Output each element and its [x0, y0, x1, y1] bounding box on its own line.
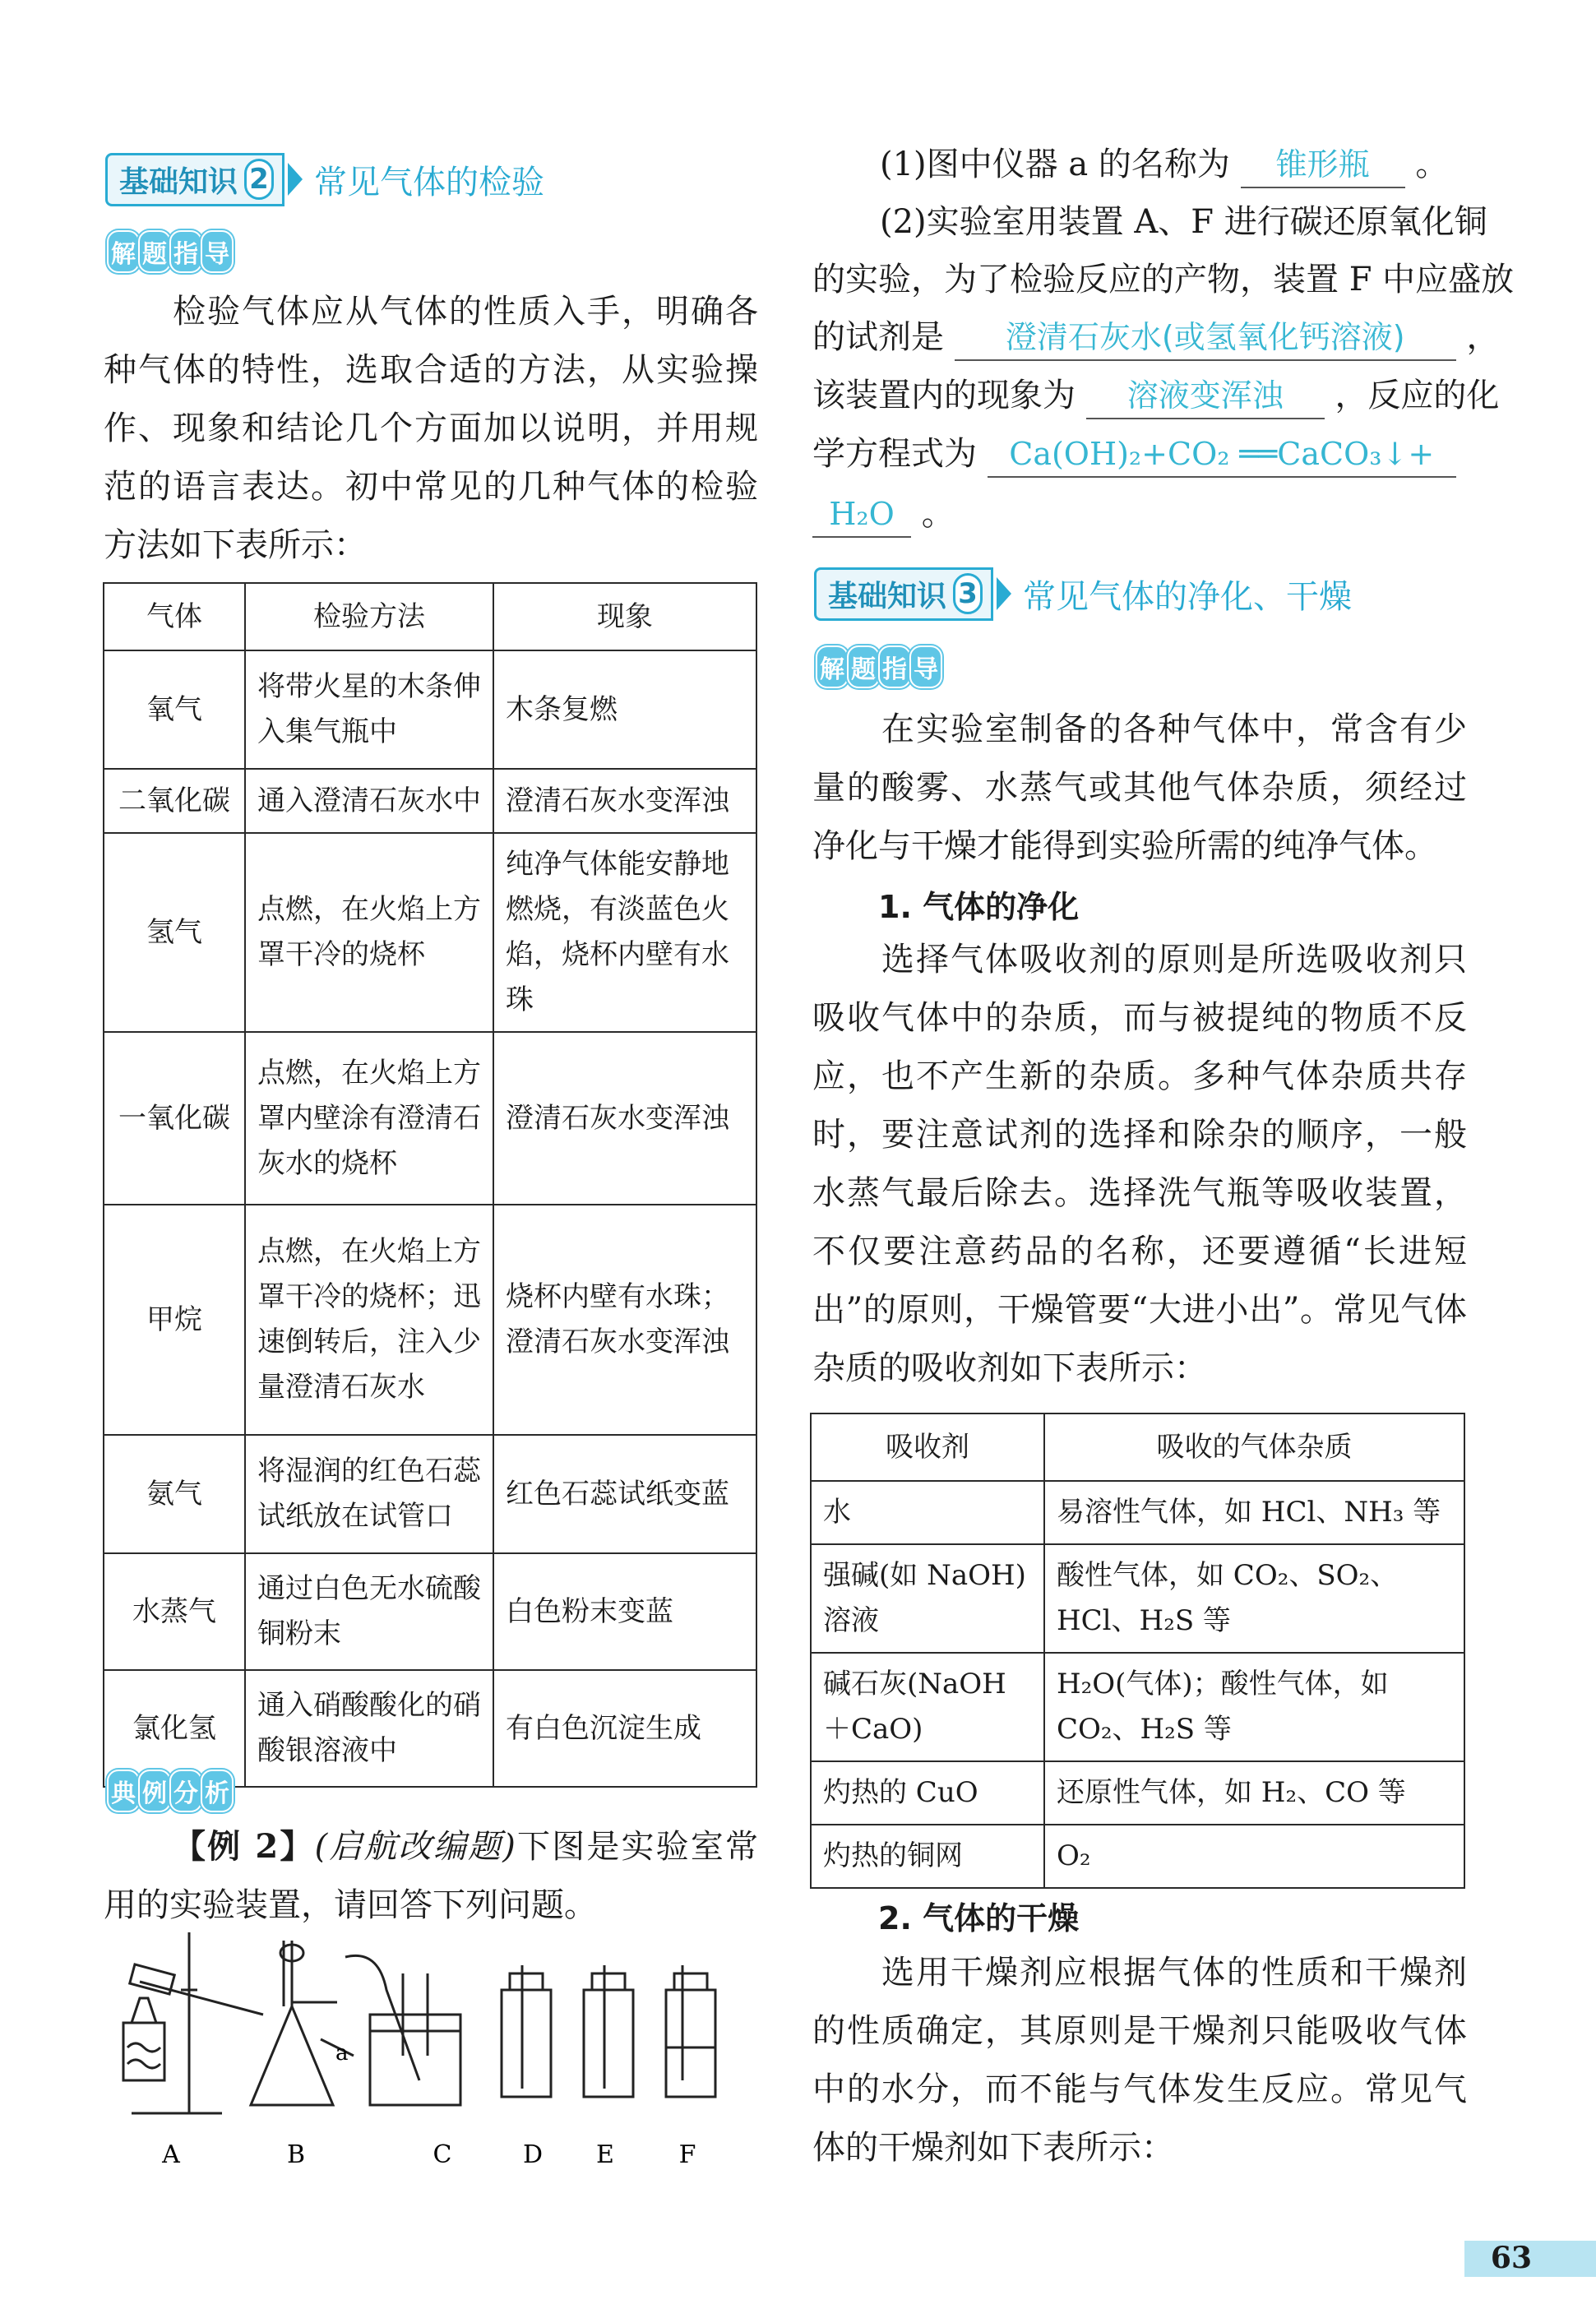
table-cell: 酸性气体，如 CO₂、SO₂、HCl、H₂S 等 [1044, 1544, 1464, 1653]
apparatus-f [666, 1965, 715, 2097]
question-2-text: 。 [921, 495, 955, 533]
question-2-line [812, 485, 955, 544]
question-2-text: ，反应的化 [1335, 377, 1500, 414]
guide-badge-char: 题 [138, 230, 171, 273]
apparatus-label: A [162, 2140, 180, 2169]
question-2-text: ， [1466, 318, 1500, 356]
section-tag [814, 567, 993, 621]
question-2-line [812, 425, 1456, 483]
absorbent-table [810, 1413, 1465, 1889]
table-cell: 还原性气体，如 H₂、CO 等 [1044, 1761, 1464, 1825]
section-title: 常见气体的检验 [314, 163, 545, 201]
apparatus-a [123, 1932, 263, 2113]
guide-badge [816, 645, 941, 688]
section-title: 常见气体的净化、干燥 [1023, 577, 1353, 616]
table-header: 检验方法 [245, 583, 493, 650]
table-row [104, 769, 756, 833]
table-cell: 点燃，在火焰上方罩内壁涂有澄清石灰水的烧杯 [245, 1032, 493, 1205]
guide-badge-char: 导 [909, 645, 942, 688]
table-cell: 有白色沉淀生成 [493, 1670, 756, 1787]
table-header-row [811, 1413, 1464, 1481]
intro-paragraph: 检验气体应从气体的性质入手，明确各种气体的特性，选取合适的方法，从实验操作、现象和结论几个方面加以说明，并用规范的语言表达。初中常见的几种气体的检验方法如下表所示： [104, 293, 758, 564]
example-source: (启航改编题) [314, 1828, 516, 1866]
table-cell: 通过白色无水硫酸铜粉末 [245, 1553, 493, 1670]
subheading-purification: 1. 气体的净化 [878, 889, 1080, 925]
table-cell: 氧气 [104, 650, 245, 769]
guide-badge [107, 230, 232, 273]
table-row [811, 1653, 1464, 1761]
question-1-text: (1)图中仪器 a 的名称为 [880, 146, 1230, 183]
subheading-drying: 2. 气体的干燥 [878, 1900, 1080, 1936]
apparatus-label: E [596, 2140, 614, 2169]
question-2-line [812, 367, 1499, 425]
question-1 [880, 136, 1448, 194]
example-badge-char: 析 [201, 1770, 234, 1812]
table-cell: 澄清石灰水变浑浊 [493, 769, 756, 833]
table-cell: 灼热的铜网 [811, 1825, 1044, 1888]
table-cell: 二氧化碳 [104, 769, 245, 833]
example-tag: 【例 2】 [173, 1827, 315, 1866]
question-2-text: 的试剂是 [812, 318, 944, 356]
table-cell: 将带火星的木条伸入集气瓶中 [245, 650, 493, 769]
table-row [104, 833, 756, 1032]
page-number: 63 [1490, 2241, 1532, 2275]
table-row [104, 1553, 756, 1670]
table-cell: 水 [811, 1481, 1044, 1544]
table-cell: 一氧化碳 [104, 1032, 245, 1205]
guide-badge-char: 指 [169, 230, 202, 273]
table-cell: 烧杯内壁有水珠；澄清石灰水变浑浊 [493, 1205, 756, 1435]
table-cell: 纯净气体能安静地燃烧，有淡蓝色火焰，烧杯内壁有水珠 [493, 833, 756, 1032]
guide-badge-char: 题 [847, 645, 880, 688]
answer-2-reagent: 澄清石灰水(或氢氧化钙溶液) [955, 315, 1456, 361]
section-arrow-icon [288, 163, 303, 196]
section-2-header [105, 153, 544, 206]
apparatus-label: B [286, 2140, 306, 2169]
table-cell: 澄清石灰水变浑浊 [493, 1032, 756, 1205]
table-cell: O₂ [1044, 1825, 1464, 1888]
section-number: 3 [953, 573, 983, 614]
purification-text: 选择气体吸收剂的原则是所选吸收剂只吸收气体中的杂质，而与被提纯的物质不反应，也不产生新的杂质。多种气体杂质共存时，要注意试剂的选择和除杂的顺序，一般水蒸气最后除去。选择洗气瓶等吸收装置，不仅要注意药品的名称，还要遵循“长进短出”的原则，干燥管要“大进小出”。常见气体杂质的吸收剂如下表所示： [812, 941, 1467, 1387]
table-cell: 木条复燃 [493, 650, 756, 769]
table-row [104, 1435, 756, 1553]
table-row [104, 1205, 756, 1435]
section-tag-label: 基础知识 [119, 164, 238, 199]
apparatus-label: D [522, 2140, 544, 2169]
table-row [811, 1825, 1464, 1888]
table-cell: 通入澄清石灰水中 [245, 769, 493, 833]
question-2-text: 学方程式为 [812, 435, 977, 473]
example-text: 下图是实验室常用的实验装置，请回答下列问题。 [104, 1828, 759, 1924]
table-cell: 甲烷 [104, 1205, 245, 1435]
answer-2-equation: Ca(OH)₂+CO₂ ══CaCO₃↓+ [988, 432, 1456, 478]
table-cell: 碱石灰(NaOH＋CaO) [811, 1653, 1044, 1761]
apparatus-a-label: a [335, 2041, 349, 2066]
table-cell: 氢气 [104, 833, 245, 1032]
drying-text: 选用干燥剂应根据气体的性质和干燥剂的性质确定，其原则是干燥剂只能吸收气体中的水分，而不能与气体发生反应。常见气体的干燥剂如下表所示： [812, 1954, 1467, 2167]
table-header: 现象 [493, 583, 756, 650]
section-number: 2 [244, 159, 274, 200]
table-header: 吸收剂 [811, 1413, 1044, 1481]
guide-badge-char: 解 [816, 645, 849, 688]
table-cell: 氨气 [104, 1435, 245, 1553]
table-cell: 强碱(如 NaOH)溶液 [811, 1544, 1044, 1653]
table-cell: 易溶性气体，如 HCl、NH₃ 等 [1044, 1481, 1464, 1544]
example-question [104, 1817, 758, 1935]
guide-badge-char: 指 [878, 645, 911, 688]
answer-2-equation-end: H₂O [812, 492, 911, 538]
example-badge-char: 典 [107, 1770, 140, 1812]
guide-badge-char: 导 [201, 230, 234, 273]
purification-intro: 在实验室制备的各种气体中，常含有少量的酸雾、水蒸气或其他气体杂质，须经过净化与干燥才能得到实验所需的纯净气体。 [812, 710, 1467, 865]
apparatus-label: F [678, 2140, 696, 2169]
example-badge [107, 1770, 232, 1812]
table-cell: 将湿润的红色石蕊试纸放在试管口 [245, 1435, 493, 1553]
question-2-line: (2)实验室用装置 A、F 进行碳还原氧化铜 [880, 203, 1487, 241]
apparatus-e [584, 1965, 633, 2097]
table-cell: 灼热的 CuO [811, 1761, 1044, 1825]
question-1-end: 。 [1415, 146, 1449, 183]
table-header-row [104, 583, 756, 650]
lab-apparatus-figure [115, 1924, 748, 2171]
table-row [811, 1544, 1464, 1653]
table-header: 吸收的气体杂质 [1044, 1413, 1464, 1481]
section-arrow-icon [997, 577, 1011, 610]
table-cell: 氯化氢 [104, 1670, 245, 1787]
section-tag [105, 153, 285, 206]
apparatus-b [251, 1941, 354, 2105]
answer-2-phenomenon: 溶液变浑浊 [1086, 373, 1325, 419]
table-cell: H₂O(气体)；酸性气体，如 CO₂、H₂S 等 [1044, 1653, 1464, 1761]
table-cell: 点燃，在火焰上方罩干冷的烧杯；迅速倒转后，注入少量澄清石灰水 [245, 1205, 493, 1435]
apparatus-c [345, 1955, 460, 2105]
answer-1: 锥形瓶 [1241, 142, 1405, 188]
table-cell: 水蒸气 [104, 1553, 245, 1670]
section-tag-label: 基础知识 [828, 579, 947, 613]
question-2-text: 该装置内的现象为 [812, 377, 1076, 414]
table-cell: 白色粉末变蓝 [493, 1553, 756, 1670]
apparatus-d [502, 1965, 551, 2097]
table-cell: 点燃，在火焰上方罩干冷的烧杯 [245, 833, 493, 1032]
guide-badge-char: 解 [107, 230, 140, 273]
example-badge-char: 分 [169, 1770, 202, 1812]
question-2-line: 的实验，为了检验反应的产物，装置 F 中应盛放 [812, 261, 1515, 298]
table-row [811, 1761, 1464, 1825]
table-row [104, 650, 756, 769]
question-2-line [812, 308, 1499, 367]
table-cell: 红色石蕊试纸变蓝 [493, 1435, 756, 1553]
gas-test-table [103, 582, 757, 1788]
table-header: 气体 [104, 583, 245, 650]
table-row [811, 1481, 1464, 1544]
table-cell: 通入硝酸酸化的硝酸银溶液中 [245, 1670, 493, 1787]
table-row [104, 1032, 756, 1205]
section-3-header [814, 567, 1352, 620]
apparatus-label: C [433, 2140, 452, 2169]
example-badge-char: 例 [138, 1770, 171, 1812]
